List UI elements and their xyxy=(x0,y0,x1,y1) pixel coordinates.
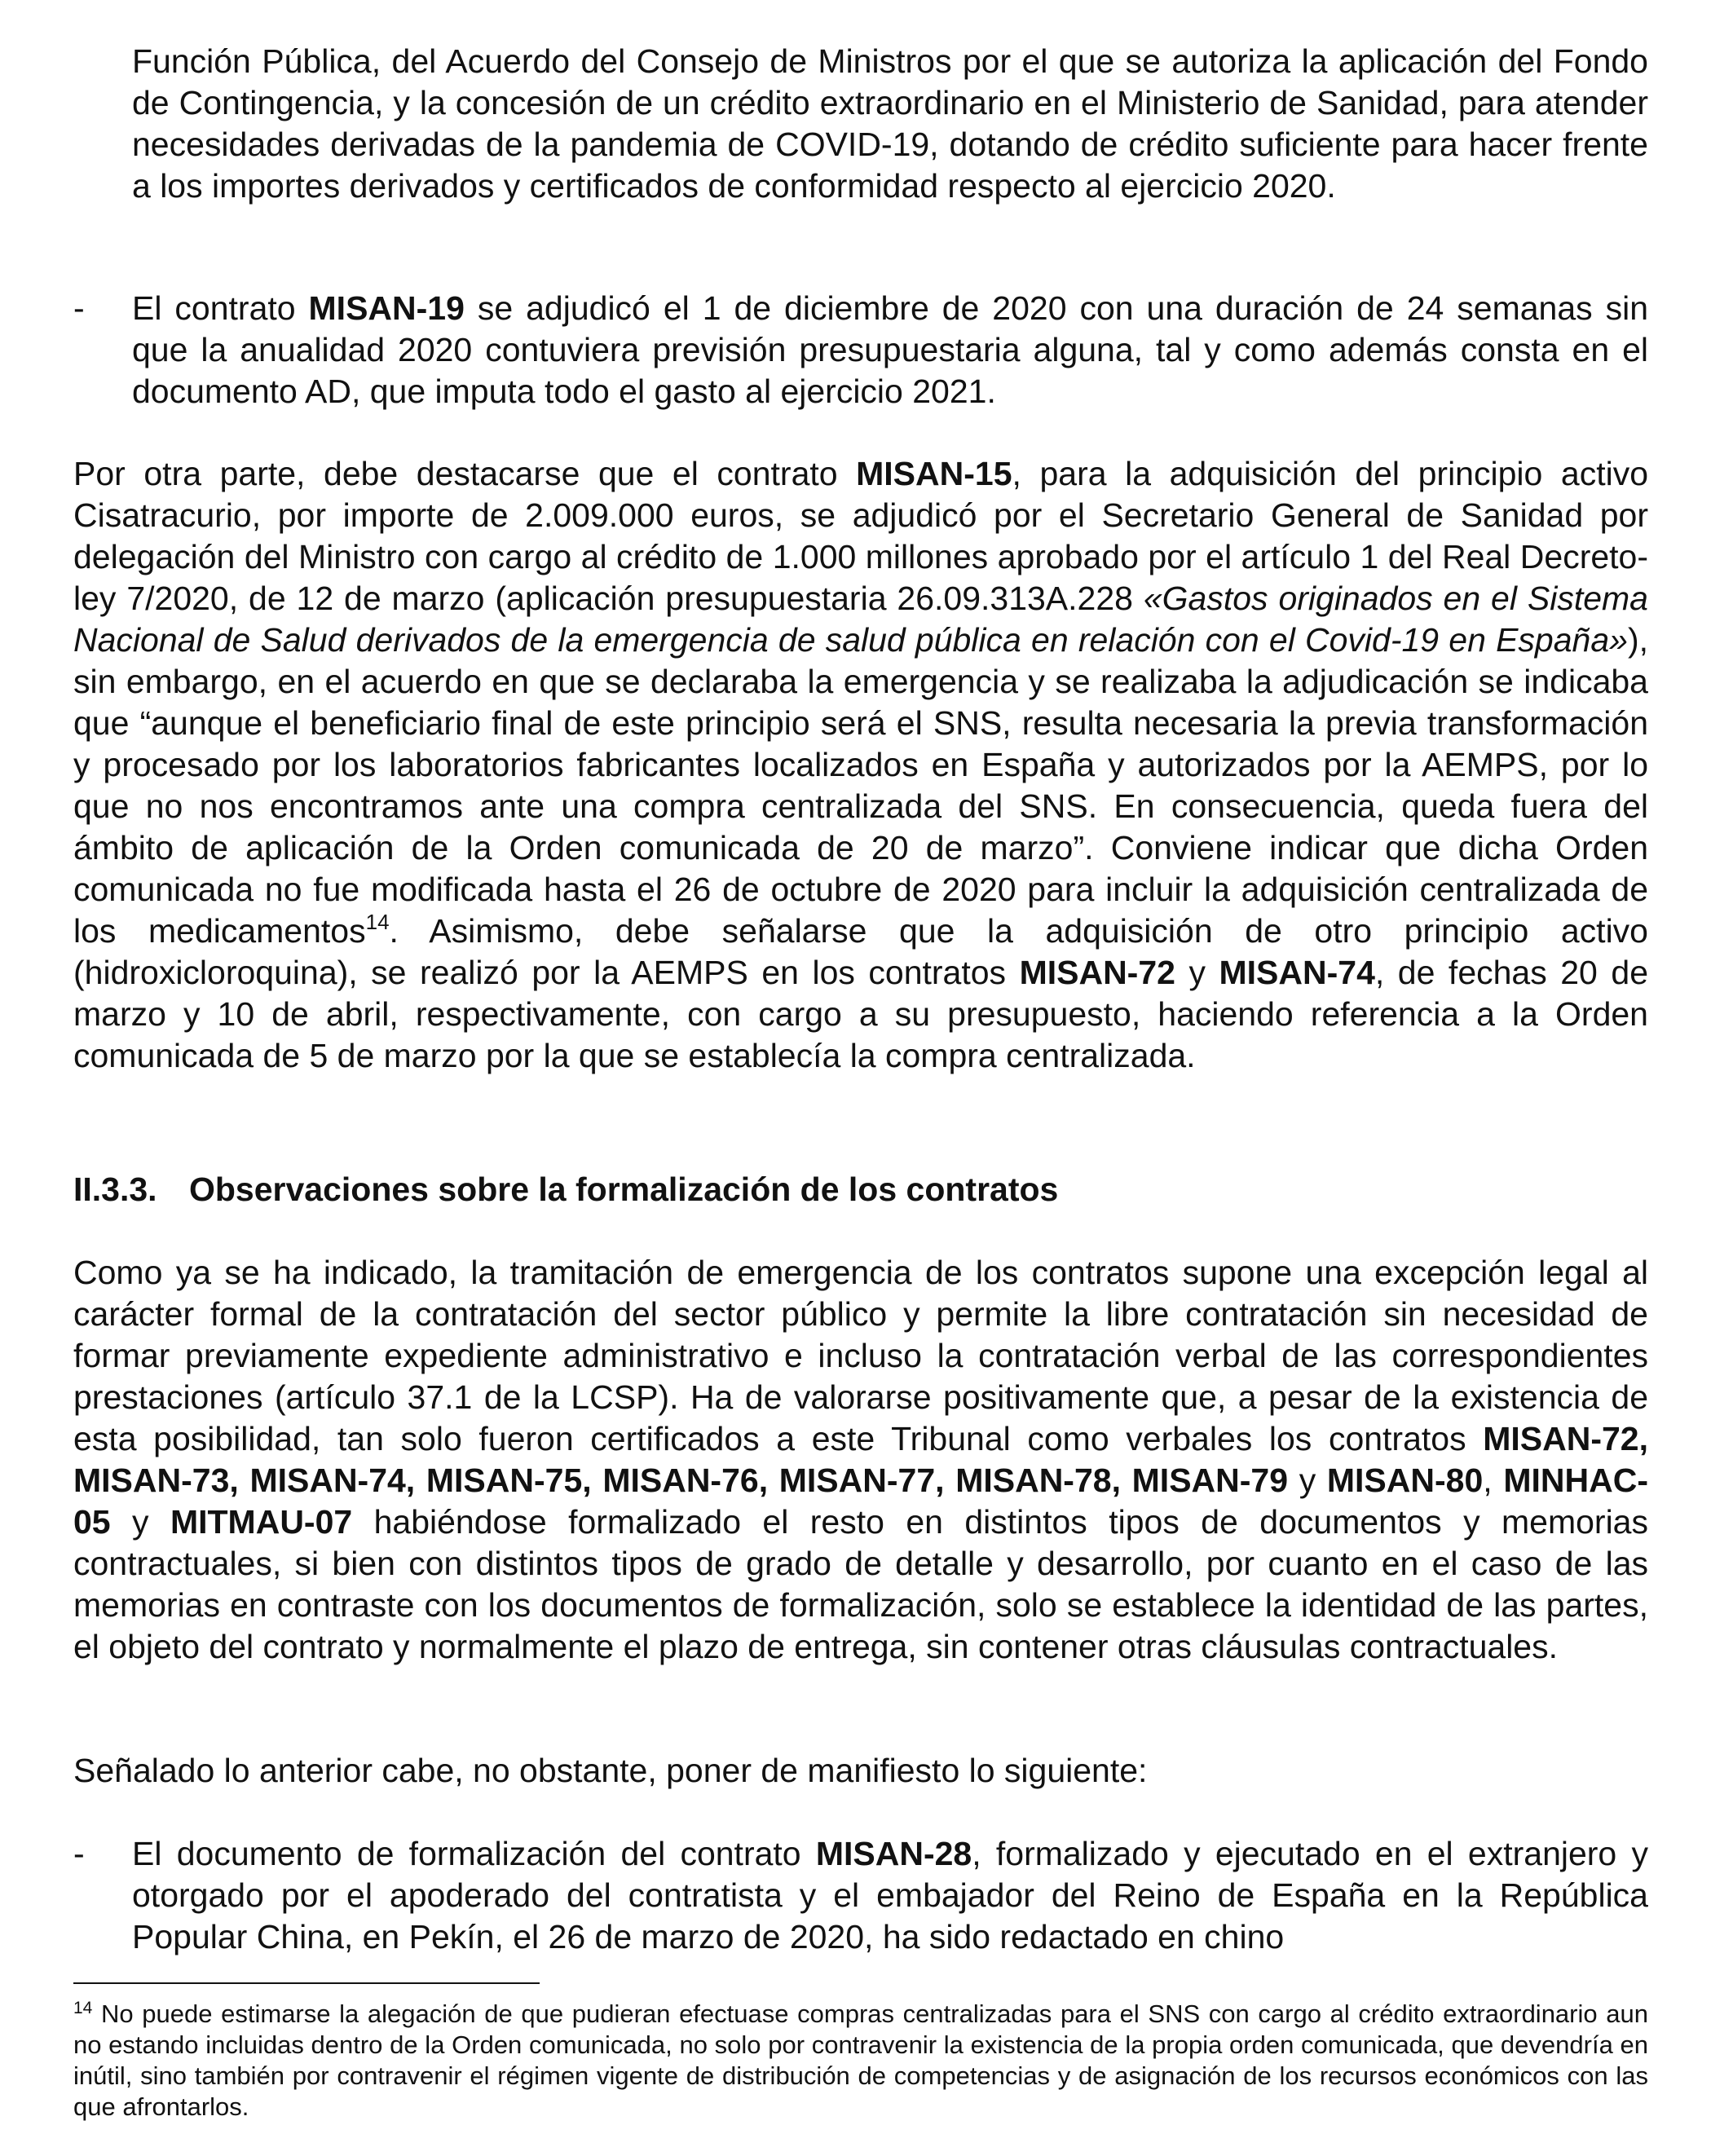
paragraph-fondo-contingencia: Función Pública, del Acuerdo del Consejo de Ministros por el que se autoriza la aplicación del Fondo de Contingencia, y la concesión de un crédito extraordinario en el Ministerio de Sanidad, para atender necesidades derivadas de la pandemia de COVID-19, dotando de crédito suficiente para hacer frente a los importes derivados y certificados de conformidad respecto al ejercicio 2020. xyxy=(132,42,1648,205)
section-number: II.3.3. xyxy=(73,1171,157,1208)
footnote-14: $^{14}$ No puede estimarse la alegación de que pudieran efectuase compras centralizadas para el SNS con cargo al crédito extraordinario aun no estando incluidas dentro de la Orden comunicada, no solo por contravenir la existencia de la propia orden comunicada, que devendría en inútil, sino también por contravenir el régimen vigente de distribución de competencias y de asignación de los recursos económicos con las que afrontarlos. xyxy=(73,1999,1648,2121)
contract-ref: MISAN-72, MISAN-73, MISAN-74, MISAN-75, MISAN-76, MISAN-77, MISAN-78, MISAN-79 xyxy=(73,1420,1648,1499)
section-title: Observaciones sobre la formalización de los contratos xyxy=(189,1171,1059,1208)
contract-ref: MISAN-15 xyxy=(856,455,1012,492)
paragraph-contratos-verbales: Como ya se ha indicado, la tramitación de emergencia de los contratos supone una excepción legal al carácter formal de la contratación del sector público y permite la libre contratación sin necesidad de formar previamente expediente administrativo e incluso la contratación verbal de las correspondientes prestaciones (artículo 37.1 de la LCSP). Ha de valorarse positivamente que, a pesar de la existencia de esta posibilidad, tan solo fueron certificados a este Tribunal como verbales los contratos MISAN-72, MISAN-73, MISAN-74, MISAN-75, MISAN-76, MISAN-77, MISAN-78, MISAN-79 y MISAN-80, MINHAC-05 y MITMAU-07 habiéndose formalizado el resto en distintos tipos de documentos y memorias contractuales, si bien con distintos tipos de grado de detalle y desarrollo, por cuanto en el caso de las memorias en contraste con los documentos de formalización, solo se establece la identidad de las partes, el objeto del contrato y normalmente el plazo de entrega, sin contener otras cláusulas contractuales. xyxy=(73,1254,1648,1665)
section-heading xyxy=(73,1169,1058,1210)
contract-ref: MINHAC-05 xyxy=(73,1462,1648,1541)
bullet-dash: - xyxy=(73,289,85,327)
contract-ref: MISAN-19 xyxy=(308,289,465,327)
contract-ref: MISAN-74 xyxy=(1219,954,1375,991)
bullet-misan-19: El contrato MISAN-19 se adjudicó el 1 de diciembre de 2020 con una duración de 24 semanas sin que la anualidad 2020 contuviera previsión presupuestaria alguna, tal y como además consta en el documento AD, que imputa todo el gasto al ejercicio 2021. xyxy=(132,289,1648,410)
footnote-number: 14 xyxy=(73,1999,93,2017)
contract-ref: MISAN-72 xyxy=(1019,954,1175,991)
contract-ref: MISAN-80 xyxy=(1326,1462,1484,1499)
contract-ref: MISAN-28 xyxy=(815,1835,972,1872)
footnote-separator xyxy=(73,1982,540,1984)
budget-line-quote: «Gastos originados en el Sistema Nacional de Salud derivados de la emergencia de salud pública en relación con el Covid-19 en España» xyxy=(73,580,1648,659)
footnote-ref: 14 xyxy=(365,910,390,934)
contract-ref: MITMAU-07 xyxy=(170,1503,353,1541)
paragraph-misan-15: Por otra parte, debe destacarse que el contrato MISAN-15, para la adquisición del principio activo Cisatracurio, por importe de 2.009.000 euros, se adjudicó por el Secretario General de Sanidad por delegación del Ministro con cargo al crédito de 1.000 millones aprobado por el artículo 1 del Real Decreto-ley 7/2020, de 12 de marzo (aplicación presupuestaria 26.09.313A.228 «Gastos originados en el Sistema Nacional de Salud derivados de la emergencia de salud pública en relación con el Covid-19 en España»), sin embargo, en el acuerdo en que se declaraba la emergencia y se realizaba la adjudicación se indicaba que “aunque el beneficiario final de este principio será el SNS, resulta necesaria la previa transformación y procesado por los laboratorios fabricantes localizados en España y autorizados por la AEMPS, por lo que no nos encontramos ante una compra centralizada del SNS. En consecuencia, queda fuera del ámbito de aplicación de la Orden comunicada de 20 de marzo”. Conviene indicar que dicha Orden comunicada no fue modificada hasta el 26 de octubre de 2020 para incluir la adquisición centralizada de los medicamentos$^{14}$. Asimismo, debe señalarse que la adquisición de otro principio activo (hidroxicloroquina), se realizó por la AEMPS en los contratos MISAN-72 y MISAN-74, de fechas 20 de marzo y 10 de abril, respectivamente, con cargo a su presupuesto, haciendo referencia a la Orden comunicada de 5 de marzo por la que se establecía la compra centralizada. xyxy=(73,455,1648,1074)
bullet-misan-28: El documento de formalización del contrato MISAN-28, formalizado y ejecutado en el extranjero y otorgado por el apoderado del contratista y el embajador del Reino de España en la República Popular China, en Pekín, el 26 de marzo de 2020, ha sido redactado en chino xyxy=(132,1835,1648,1955)
paragraph-senalado: Señalado lo anterior cabe, no obstante, poner de manifiesto lo siguiente: xyxy=(73,1752,1148,1789)
bullet-dash: - xyxy=(73,1835,85,1872)
